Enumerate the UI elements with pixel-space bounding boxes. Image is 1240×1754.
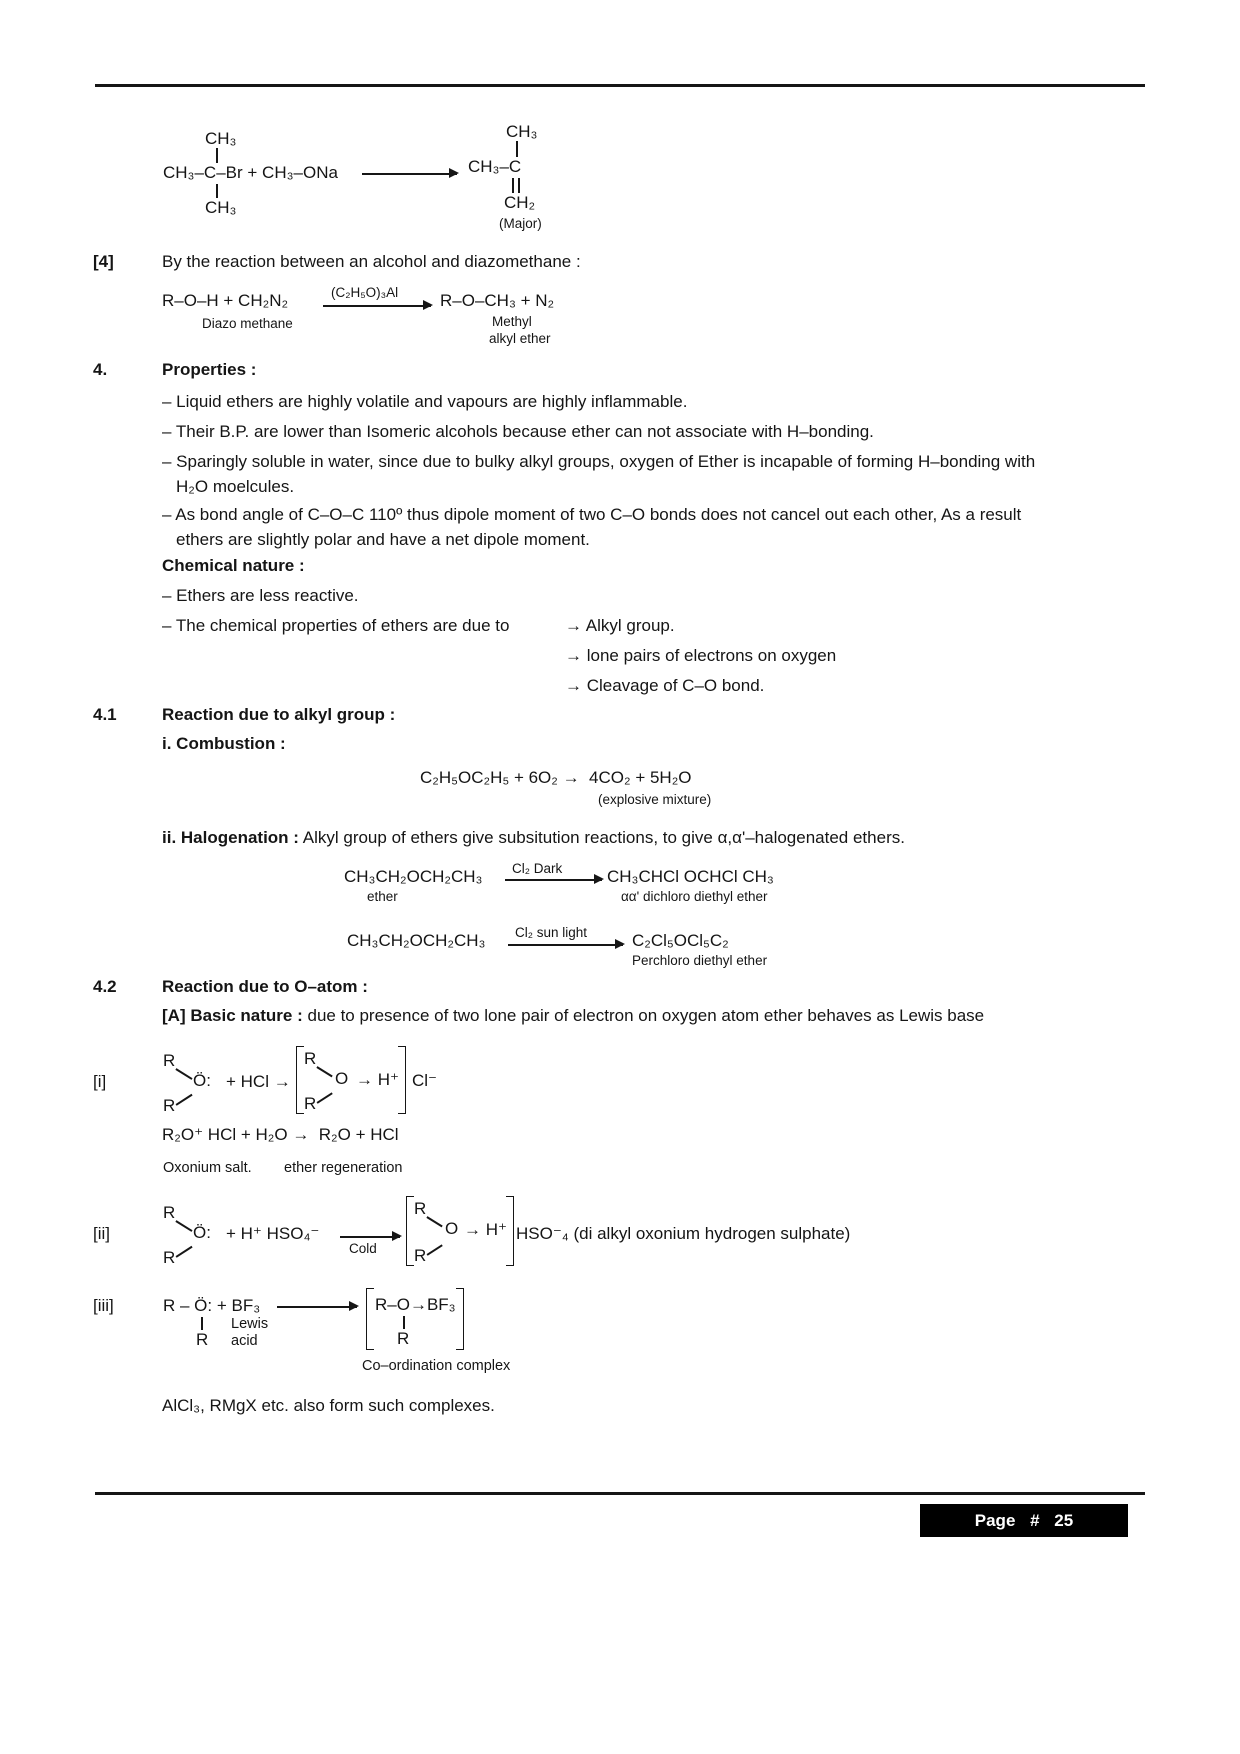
item4-arrow-label: (C₂H₅O)₃Al (331, 285, 399, 300)
item-iii-br-r: R (397, 1329, 410, 1348)
item-i-reagent: + HCl → (226, 1072, 291, 1091)
halo2-rhs-label: Perchloro diethyl ether (632, 953, 768, 968)
elim-reactant-ch3-top: CH₃ (205, 129, 237, 148)
combustion-heading: i. Combustion : (162, 734, 286, 753)
item-i-br-r-bottom: R (304, 1094, 317, 1113)
item-i-r-top: R (163, 1051, 176, 1070)
item4-rhs-formula: R–O–CH₃ + N₂ (440, 291, 555, 310)
chemical-nature-title: Chemical nature : (162, 556, 305, 575)
due-to-item-2: → lone pairs of electrons on oxygen (565, 646, 837, 665)
halo1-reaction-arrow (505, 879, 602, 881)
item-ii-br-bond-top (427, 1216, 443, 1227)
item-ii-bond-bottom (176, 1246, 193, 1258)
halo2-rhs: C₂Cl₅OCl₅C₂ (632, 931, 729, 950)
item4-heading: By the reaction between an alcohol and diazomethane : (162, 252, 581, 271)
halo1-lhs: CH₃CH₂OCH₂CH₃ (344, 867, 483, 886)
item-iii-bond (201, 1317, 203, 1330)
item-iii-bracket-left (366, 1288, 374, 1350)
elim-product-formula: CH₃–C (468, 157, 522, 176)
property-bullet-2: – Their B.P. are lower than Isomeric alcohols because ether can not associate with H–bonding. (162, 422, 874, 441)
item-i-br-oxygen: O (335, 1069, 349, 1088)
item-i-oxygen: Ö: (193, 1071, 211, 1090)
item-ii-r-bottom: R (163, 1248, 176, 1267)
item-ii-br-proton: → H⁺ (464, 1220, 507, 1239)
item-ii-r-top: R (163, 1203, 176, 1222)
item-i-br-bond-top (317, 1066, 333, 1077)
top-rule (95, 84, 1145, 87)
item-iii-lhs: R – Ö: + BF₃ (163, 1296, 261, 1315)
item-i-equation: R₂O⁺ HCl + H₂O → R₂O + HCl (162, 1125, 399, 1144)
chem-bullet-2: – The chemical properties of ethers are due to (162, 616, 510, 635)
closing-line: AlCl₃, RMgX etc. also form such complexes. (162, 1396, 495, 1415)
item4-lhs-formula: R–O–H + CH₂N₂ (162, 291, 289, 310)
halogenation-line (162, 828, 905, 848)
item-iii-marker: [iii] (93, 1296, 114, 1315)
item4-reaction-arrow (323, 305, 431, 307)
elim-reaction-arrow (362, 173, 457, 175)
sec42-title: Reaction due to O–atom : (162, 977, 368, 996)
item-iii-lewis-label-1: Lewis (231, 1316, 269, 1332)
chem-bullet-1: – Ethers are less reactive. (162, 586, 359, 605)
property-bullet-3: – Sparingly soluble in water, since due to bulky alkyl groups, oxygen of Ether is incapable of forming H–bonding with H₂O moelcules. (162, 452, 1036, 496)
item-iii-br-formula: R–O→BF₃ (375, 1295, 456, 1314)
item-ii-reagent: + H⁺ HSO₄⁻ (226, 1224, 320, 1243)
item-ii-br-oxygen: O (445, 1219, 459, 1238)
halogenation-text: Alkyl group of ethers give subsitution reactions, to give α,α'–halogenated ethers. (302, 828, 905, 847)
elim-reactant-formula: CH₃–C–Br + CH₃–ONa (163, 163, 338, 182)
item-iii-reaction-arrow (277, 1306, 357, 1308)
halo1-rhs: CH₃CHCl OCHCl CH₃ (607, 867, 774, 886)
item-i-br-bond-bottom (317, 1092, 333, 1103)
item-i-bond-top (176, 1068, 193, 1079)
elim-product-bond-top (516, 141, 518, 157)
sec41-title: Reaction due to alkyl group : (162, 705, 396, 724)
item-ii-oxygen: Ö: (193, 1223, 211, 1242)
item-ii-reaction-arrow (340, 1236, 400, 1238)
item-ii-product: HSO⁻₄ (di alkyl oxonium hydrogen sulphate) (516, 1224, 851, 1243)
sec4-number: 4. (93, 360, 108, 379)
elim-double-bond-line-2 (518, 178, 520, 193)
halo1-rhs-label: αα' dichloro diethyl ether (621, 889, 768, 904)
property-bullet-4: – As bond angle of C–O–C 110º thus dipole moment of two C–O bonds does not cancel out each other, As a result ethers are slightly polar and have a net dipole moment. (162, 505, 1022, 549)
item-i-label-oxonium: Oxonium salt. (163, 1160, 252, 1176)
page-number-box (920, 1504, 1128, 1537)
item-i-marker: [i] (93, 1072, 107, 1091)
item-ii-br-r-bottom: R (414, 1246, 427, 1265)
item4-rhs-label-1: Methyl (492, 314, 532, 329)
item-i-bracket-left (296, 1046, 304, 1114)
item-i-br-proton: → H⁺ (356, 1070, 399, 1089)
combustion-equation: C₂H₅OC₂H₅ + 6O₂ → 4CO₂ + 5H₂O (420, 768, 692, 787)
basic-nature-heading: [A] Basic nature : (162, 1006, 303, 1025)
due-to-item-1: → Alkyl group. (565, 616, 675, 635)
halo1-lhs-label: ether (367, 889, 398, 904)
elim-product-ch2: CH₂ (504, 193, 536, 212)
elim-bond-bottom (216, 184, 218, 198)
bottom-rule (95, 1492, 1145, 1495)
elim-product-ch3-top: CH₃ (506, 122, 538, 141)
basic-nature-line (162, 1006, 984, 1026)
page-number-label: Page # 25 (974, 1510, 1074, 1530)
item-i-r-bottom: R (163, 1096, 176, 1115)
elim-product-note: (Major) (499, 216, 542, 231)
basic-nature-text: due to presence of two lone pair of electron on oxygen atom ether behaves as Lewis base (307, 1006, 985, 1025)
halo2-reaction-arrow (508, 944, 623, 946)
sec42-number: 4.2 (93, 977, 117, 996)
elim-reactant-ch3-bottom: CH₃ (205, 198, 237, 217)
halo2-arrow-label: Cl₂ sun light (515, 925, 588, 940)
halo1-arrow-label: Cl₂ Dark (512, 861, 563, 876)
item-i-bond-bottom (176, 1094, 193, 1106)
item-ii-bond-top (176, 1220, 193, 1231)
item-i-bracket-right (398, 1046, 406, 1114)
halo2-lhs: CH₃CH₂OCH₂CH₃ (347, 931, 486, 950)
elim-double-bond-line-1 (512, 178, 514, 193)
item4-lhs-label: Diazo methane (202, 316, 293, 331)
item-i-label-regeneration: ether regeneration (284, 1160, 403, 1176)
combustion-note: (explosive mixture) (598, 792, 712, 807)
item-i-counter-ion: Cl⁻ (412, 1071, 438, 1090)
sec41-number: 4.1 (93, 705, 117, 724)
item-ii-bracket-left (406, 1196, 414, 1266)
item-ii-bracket-right (506, 1196, 514, 1266)
item-ii-br-r-top: R (414, 1199, 427, 1218)
elim-bond-top (216, 148, 218, 163)
item-iii-r: R (196, 1330, 209, 1349)
sec4-title: Properties : (162, 360, 257, 379)
item-ii-br-bond-bottom (427, 1244, 443, 1255)
due-to-item-3: → Cleavage of C–O bond. (565, 676, 765, 695)
item-iii-note: Co–ordination complex (362, 1358, 511, 1374)
halogenation-heading: ii. Halogenation : (162, 828, 299, 847)
item-ii-marker: [ii] (93, 1224, 110, 1243)
item-ii-arrow-label: Cold (349, 1241, 377, 1256)
item-iii-br-bond (403, 1316, 405, 1329)
item4-marker: [4] (93, 252, 114, 271)
property-bullet-1: – Liquid ethers are highly volatile and vapours are highly inflammable. (162, 392, 688, 411)
item-iii-lewis-label-2: acid (231, 1333, 258, 1349)
item-iii-bracket-right (456, 1288, 464, 1350)
item-i-br-r-top: R (304, 1049, 317, 1068)
item4-rhs-label-2: alkyl ether (489, 331, 551, 346)
